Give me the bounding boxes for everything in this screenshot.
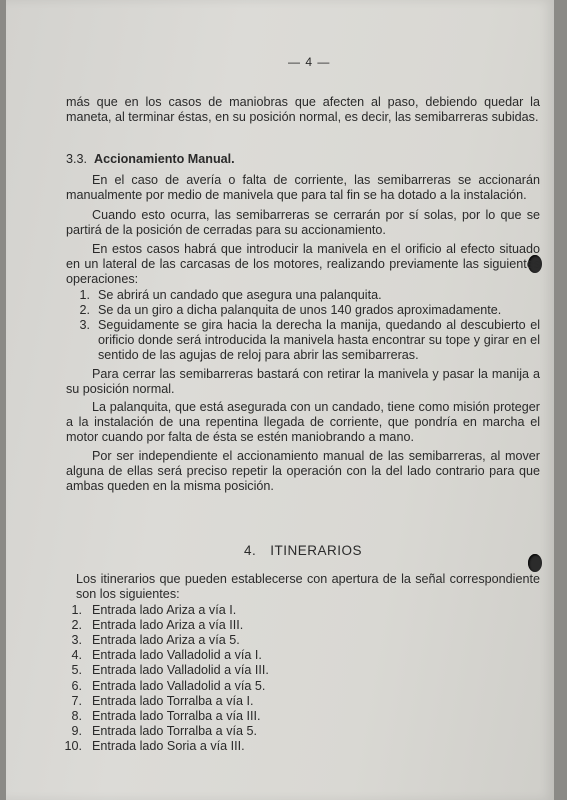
item-text: Entrada lado Soria a vía III. [92,739,245,754]
item-text: Entrada lado Torralba a vía I. [92,693,254,708]
itinerary-item [44,739,540,754]
section-4 [66,543,540,755]
list-item-number: 1. [79,287,90,302]
itinerary-item [44,694,540,709]
list-item [46,303,540,318]
item-number: 4. [71,648,82,663]
list-item-number: 3. [79,318,90,333]
paragraph: Cuando esto ocurra, las semibarreras se cerrarán por sí solas, por lo que se partirá de la posición de cerradas para su accionamiento. [66,207,540,237]
item-number: 10. [64,739,82,754]
item-number: 3. [71,633,82,648]
item-text: Entrada lado Valladolid a vía III. [92,663,269,678]
itinerary-item [44,663,540,678]
list-item [46,288,540,303]
intro-block [66,95,540,125]
paragraph: La palanquita, que está asegurada con un candado, tiene como misión proteger a la instalación de una repentina llegada de corriente, que pondría en marcha el motor cuando por falta de ésta se estén maniobrando a mano. [66,400,540,445]
section-title: Accionamiento Manual. [94,152,235,166]
item-text: Entrada lado Ariza a vía III. [92,617,244,632]
intro-paragraph: más que en los casos de maniobras que afecten al paso, debiendo quedar la maneta, al terminar éstas, en su posición normal, es decir, las semibarreras subidas. [66,95,540,125]
list-item-text: Se abrirá un candado que asegura una palanquita. [98,287,382,302]
paragraph: Por ser independiente el accionamiento manual de las semibarreras, al mover alguna de ellas será preciso repetir la operación con la del lado contrario para que ambas queden en la misma posición. [66,448,540,494]
list-item [46,318,540,364]
section-number: 4. [243,543,257,558]
item-number: 5. [71,663,82,678]
itinerary-item [44,618,540,633]
item-number: 7. [71,693,82,708]
paragraph: En estos casos habrá que introducir la manivela en el orificio al efecto situado en un lateral de las carcasas de los motores, realizando previamente las siguientes operaciones: [66,242,540,287]
section-heading [66,543,540,558]
itinerary-list [44,603,540,755]
paragraph: En el caso de avería o falta de corriente, las semibarreras se accionarán manualmente por medio de manivela que para tal fin se ha dotado a la instalación. [66,173,540,203]
list-item-number: 2. [79,302,90,317]
itinerary-item [44,603,540,618]
item-number: 9. [71,724,82,739]
item-number: 8. [71,709,82,724]
itinerary-item [44,648,540,663]
item-number: 2. [71,617,82,632]
document-page [6,0,554,800]
item-text: Entrada lado Torralba a vía III. [92,709,261,724]
section-title: ITINERARIOS [270,543,363,558]
page-number: — 4 — [288,55,331,69]
item-text: Entrada lado Ariza a vía I. [92,602,237,617]
item-number: 6. [71,678,82,693]
section-intro: Los itinerarios que pueden establecerse con apertura de la señal correspondiente son los siguientes: [76,572,540,602]
item-number: 1. [71,602,82,617]
item-text: Entrada lado Valladolid a vía I. [92,648,262,663]
itinerary-item [44,724,540,739]
section-number: 3.3. [66,152,88,166]
itinerary-item [44,679,540,694]
list-item-text: Se da un giro a dicha palanquita de unos 140 grados aproximadamente. [98,302,502,317]
itinerary-item [44,633,540,648]
list-item-text: Seguidamente se gira hacia la derecha la manija, quedando al descubierto el orificio donde será introducida la manivela hasta encontrar su tope y girar en el sentido de las agujas de reloj para abrir las semibarreras. [98,318,540,363]
item-text: Entrada lado Ariza a vía 5. [92,633,240,648]
item-text: Entrada lado Torralba a vía 5. [92,724,257,739]
section-heading [66,152,540,167]
paragraph: Para cerrar las semibarreras bastará con retirar la manivela y pasar la manija a su posición normal. [66,366,540,396]
item-text: Entrada lado Valladolid a vía 5. [92,678,266,693]
itinerary-item [44,709,540,724]
section-3-3 [66,152,540,494]
